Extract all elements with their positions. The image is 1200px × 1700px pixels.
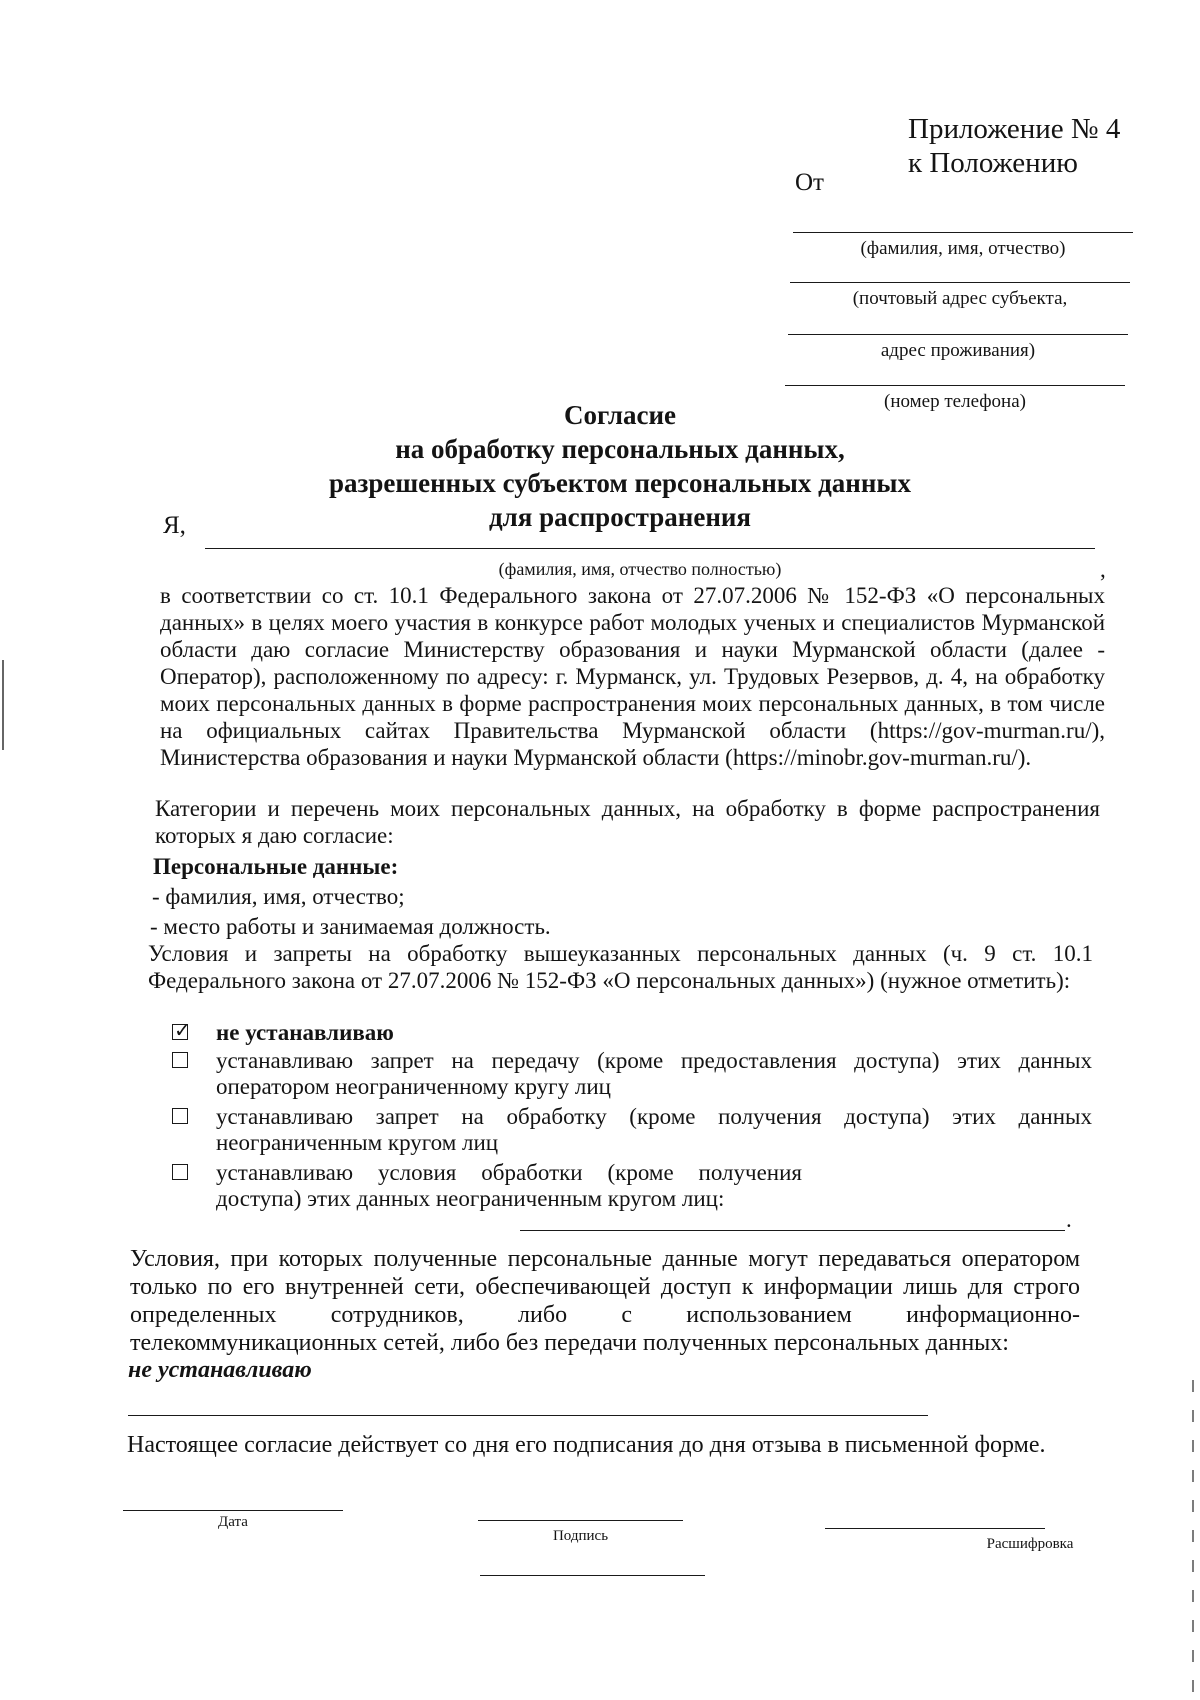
condition-option-label: устанавливаю запрет на обработку (кроме получения доступа) этих данных неограниченным кругом лиц: [216, 1104, 1092, 1155]
network-conditions-line[interactable]: [128, 1415, 928, 1416]
condition-option-transfer-ban[interactable]: [172, 1048, 1092, 1104]
signature-caption: Подпись: [552, 1528, 609, 1544]
appendix-regulation: к Положению: [908, 147, 1078, 179]
validity-statement: Настоящее согласие действует со дня его подписания до дня отзыва в письменной форме.: [127, 1432, 1046, 1458]
document-subtitle-line3: для распространения: [488, 502, 752, 532]
consent-body-paragraph: в соответствии со ст. 10.1 Федерального закона от 27.07.2006 № 152-ФЗ «О персональных данных» в целях моего участия в конкурсе работ молодых ученых и специалистов Мурманской области даю согласие Министерству образования и науки Мурманской области (далее - Оператор), расположенному по адресу: г. Мурманск, ул. Трудовых Резервов, д. 4, на обработку моих персональных данных в форме распространения моих персональных данных, в том числе на официальных сайтах Правительства Мурманской области (https://gov-murman.ru/), Министерства образования и науки Мурманской области (https://minobr.gov-murman.ru/).: [160, 583, 1105, 770]
categories-intro: Категории и перечень моих персональных данных, на обработку в форме распространения которых я даю согласие:: [155, 796, 1100, 848]
condition-option-processing-ban[interactable]: [172, 1104, 1092, 1160]
from-label: От: [795, 169, 824, 196]
network-conditions-paragraph: Условия, при которых полученные персональные данные могут передаваться оператором только по его внутренней сети, обеспечивающей доступ к информации лишь для строго определенных сотрудников, либо с использованием информационно-телекоммуникационных сетей, либо без передачи полученных персональных данных:: [130, 1246, 1080, 1356]
checkbox-checked-icon[interactable]: [172, 1024, 188, 1040]
postal-address-line[interactable]: [790, 282, 1130, 283]
condition-option-none[interactable]: [172, 1020, 1092, 1050]
condition-option-processing-conditions[interactable]: [172, 1160, 1092, 1216]
decode-line[interactable]: [825, 1528, 1045, 1529]
signature-line[interactable]: [478, 1520, 683, 1521]
fio-line[interactable]: [793, 232, 1133, 233]
conditions-intro: Условия и запреты на обработку вышеуказанных персональных данных (ч. 9 ст. 10.1 Федерального закона от 27.07.2006 № 152-ФЗ «О персональных данных») (нужное отметить):: [148, 941, 1093, 993]
document-subtitle-line1: на обработку персональных данных,: [395, 434, 845, 464]
date-line[interactable]: [123, 1510, 343, 1511]
phone-caption: (номер телефона): [884, 391, 1026, 412]
document-subtitle-line2: разрешенных субъектом персональных данных: [328, 468, 911, 498]
condition-option-label: устанавливаю запрет на передачу (кроме предоставления доступа) этих данных оператором неограниченному кругу лиц: [216, 1048, 1092, 1099]
personal-data-item: - фамилия, имя, отчество;: [152, 884, 405, 909]
full-name-line[interactable]: [205, 548, 1095, 549]
scan-edge-mark: [2, 660, 4, 750]
appendix-reference: [908, 112, 1120, 180]
postal-address-caption: (почтовый адрес субъекта,: [852, 288, 1068, 309]
i-label: Я,: [163, 512, 186, 539]
document-title: Согласие: [563, 400, 677, 430]
scan-edge-mark: [1192, 1380, 1194, 1700]
personal-data-item: - место работы и занимаемая должность.: [150, 914, 551, 939]
full-name-caption: (фамилия, имя, отчество полностью): [498, 559, 782, 579]
checkbox-icon[interactable]: [172, 1108, 188, 1124]
residence-address-caption: адрес проживания): [880, 340, 1036, 361]
condition-option-label: не устанавливаю: [216, 1020, 394, 1045]
decode-caption: Расшифровка: [986, 1536, 1074, 1552]
checkbox-icon[interactable]: [172, 1164, 188, 1180]
appendix-number: Приложение № 4: [908, 113, 1121, 145]
processing-conditions-period: .: [1066, 1207, 1072, 1232]
extra-line[interactable]: [480, 1575, 705, 1576]
personal-data-heading: Персональные данные:: [153, 854, 399, 879]
processing-conditions-line[interactable]: [520, 1230, 1065, 1231]
residence-address-line[interactable]: [788, 334, 1128, 335]
fio-caption: (фамилия, имя, отчество): [860, 238, 1066, 259]
date-caption: Дата: [218, 1514, 248, 1530]
checkbox-icon[interactable]: [172, 1052, 188, 1068]
full-name-comma: ,: [1100, 557, 1106, 582]
condition-option-label: устанавливаю условия обработки (кроме получения доступа) этих данных неограниченным кругом лиц:: [216, 1160, 802, 1211]
phone-line[interactable]: [785, 385, 1125, 386]
network-conditions-answer: не устанавливаю: [128, 1357, 312, 1383]
